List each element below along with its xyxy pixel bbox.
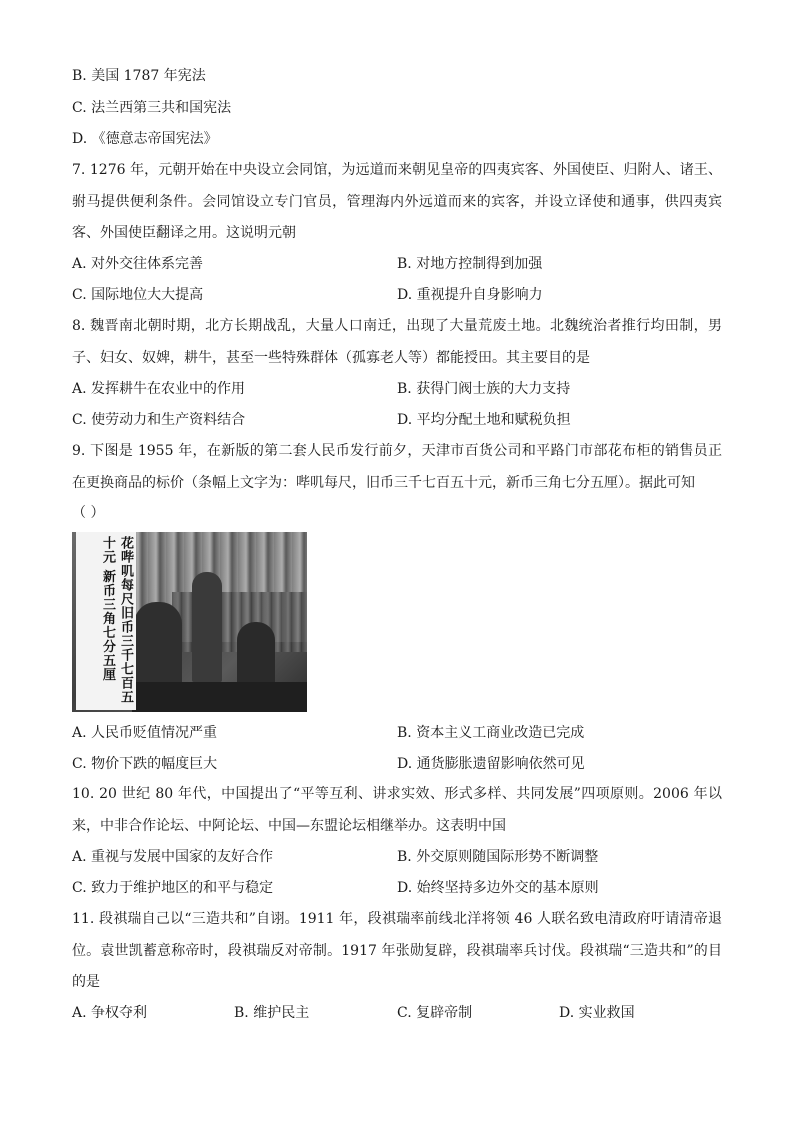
q9-option-a: A. 人民币贬值情况严重 [72,725,218,741]
q11-option-b: B. 维护民主 [234,1005,310,1021]
q7-stem: 7. 1276 年，元朝开始在中央设立会同馆，为远道而来朝见皇帝的四夷宾客、外国使臣、归附人、诸王、驸马提供便利条件。会同馆设立专门官员，管理海内外远道而来的宾客，并设立译使和通事，供四夷宾客、外国使臣翻译之用。这说明元朝 [72,162,722,241]
photo-price-banner: 花哔叽每尺旧币三千七百五十元 新币三角七分五厘 [76,532,136,710]
q7-option-a: A. 对外交往体系完善 [72,256,204,272]
q7-option-d: D. 重视提升自身影响力 [397,287,543,303]
q6-option-b: B. 美国 1787 年宪法 [72,68,206,84]
q10-stem: 10. 20 世纪 80 年代，中国提出了“平等互利、讲求实效、形式多样、共同发展”四项原则。2006 年以来，中非合作论坛、中阿论坛、中国—东盟论坛相继举办。这表明中国 [72,786,722,834]
q6-option-d: D. 《德意志帝国宪法》 [72,131,218,147]
q8-stem: 8. 魏晋南北朝时期，北方长期战乱，大量人口南迁，出现了大量荒废土地。北魏统治者推行均田制，男子、妇女、奴婢，耕牛，甚至一些特殊群体（孤寡老人等）都能授田。其主要目的是 [72,318,722,366]
q9-option-c: C. 物价下跌的幅度巨大 [72,756,218,772]
q11-stem: 11. 段祺瑞自己以“三造共和”自诩。1911 年，段祺瑞率前线北洋将领 46 人联名致电清政府吁请清帝退位。袁世凯蓄意称帝时，段祺瑞反对帝制。1917 年张勋复辟，段祺瑞率兵讨伐。段祺瑞“三造共和”的目的是 [72,911,722,990]
q8-option-d: D. 平均分配土地和赋税负担 [397,412,571,428]
q7-option-b: B. 对地方控制得到加强 [397,256,543,272]
q10-option-d: D. 始终坚持多边外交的基本原则 [397,880,599,896]
q10-option-b: B. 外交原则随国际形势不断调整 [397,849,599,865]
photo-clerk-standing [192,572,222,682]
q8-option-c: C. 使劳动力和生产资料结合 [72,412,246,428]
q11-option-c: C. 复辟帝制 [397,1005,473,1021]
photo-counter [132,682,307,712]
q7-option-c: C. 国际地位大大提高 [72,287,204,303]
q6-option-c: C. 法兰西第三共和国宪法 [72,100,232,116]
q11-option-a: A. 争权夺利 [72,1005,148,1021]
q9-stem: 9. 下图是 1955 年，在新版的第二套人民币发行前夕，天津市百货公司和平路门市部花布柜的销售员正在更换商品的标价（条幅上文字为：哔叽每尺，旧币三千七百五十元，新币三角七分五厘）。据此可知 [72,443,722,491]
q9-photo [72,532,307,712]
q8-option-a: A. 发挥耕牛在农业中的作用 [72,381,246,397]
q10-option-c: C. 致力于维护地区的和平与稳定 [72,880,274,896]
q10-option-a: A. 重视与发展中国家的友好合作 [72,849,274,865]
q9-answer-blank: （ ） [72,505,105,521]
q11-option-d: D. 实业救国 [559,1005,635,1021]
q9-option-b: B. 资本主义工商业改造已完成 [397,725,585,741]
q9-option-d: D. 通货膨胀遗留影响依然可见 [397,756,585,772]
q8-option-b: B. 获得门阀士族的大力支持 [397,381,571,397]
